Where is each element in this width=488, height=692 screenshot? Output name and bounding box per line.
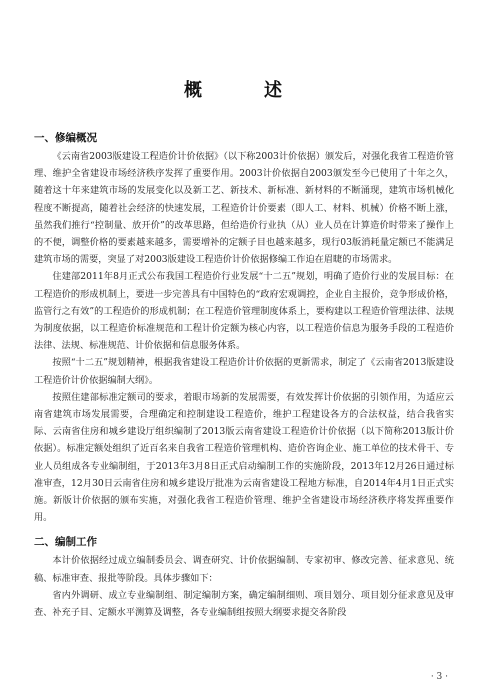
document-body <box>34 122 454 621</box>
page-title: 概 述 <box>184 80 304 101</box>
section-heading-compilation: 二、编制工作 <box>34 536 97 549</box>
body-paragraph: 按照住建部标准定额司的要求，着眼市场新的发展需要，有效发挥计价依据的引领作用，为适应云南省建筑市场发展需要，合理确定和控制建设工程造价，维护工程建设各方的合法权益，结合我省实际、云南省住房和城乡建设厅组织编制了2013版云南省建设工程造价计价依据（以下简称2013版计价依据）。标准定额处组织了近百名来自我省工程造价管理机构、造价咨询企业、施工单位的技术骨干、专业人员组成各专业编制组，于2013年3月8日正式启动编制工作的实施阶段，2013年12月26日通过标准审查，12月30日云南省住房和城乡建设厅批准为云南省建设工程地方标准，自2014年4月1日正式实施。新版计价依据的颁布实施，对强化我省工程造价管理、维护全省建设市场经济秩序将发挥重要作用。 <box>34 391 454 524</box>
body-paragraph: 按照“十二五”规划精神，根据我省建设工程造价计价依据的更新需求，制定了《云南省2013版建设工程造价计价依据编制大纲》。 <box>34 357 454 386</box>
section-heading-overview: 一、修编概况 <box>34 132 97 144</box>
page-number: · 3 · <box>430 672 448 682</box>
body-paragraph: 省内外调研、成立专业编制组、制定编制方案，确定编制细则、项目划分、项目划分征求意见及审查、补充子目、定额水平测算及调整，各专业编制组按照大纲要求提交各阶段 <box>34 589 454 619</box>
body-paragraph: 本计价依据经过成立编制委员会、调查研究、计价依据编制、专家初审、修改完善、征求意见、统稿、标准审查、报批等阶段。具体步骤如下： <box>34 555 454 584</box>
body-paragraph: 住建部2011年8月正式公布我国工程造价行业发展“十二五”规划，明确了造价行业的发展目标：在工程造价的形成机制上，要进一步完善具有中国特色的“政府宏观调控，企业自主报价，竞争形成价格，监管行之有效”的工程造价的形成机制；在工程造价管理制度体系上，要构建以工程造价管理法律、法规为制度依据，以工程造价标准规范和工程计价定额为核心内容，以工程造价信息为服务手段的工程造价法律、法规、标准规范、计价依据和信息服务体系。 <box>34 271 454 352</box>
body-paragraph: 《云南省2003版建设工程造价计价依据》（以下称2003计价依据）颁发后，对强化我省工程造价管理、维护全省建设市场经济秩序发挥了重要作用。2003计价依据自2003颁发至今已使用了十年之久，随着这十年来建筑市场的发展变化以及新工艺、新技术、新标准、新材料的不断涌现，建筑市场机械化程度不断提高，随着社会经济的快速发展，工程造价计价要素（即人工、材料、机械）价格不断上涨，虽然我们推行“控制量、放开价”的改革思路，但给造价行业执（从）业人员在计算造价时带来了操作上的不便，调整价格的要素越来越多，需要增补的定额子目也越来越多，现行03版消耗量定额已不能满足建筑市场的需要，突显了对2003版建设工程造价计价依据修编工作迫在眉睫的市场需求。 <box>34 151 454 266</box>
